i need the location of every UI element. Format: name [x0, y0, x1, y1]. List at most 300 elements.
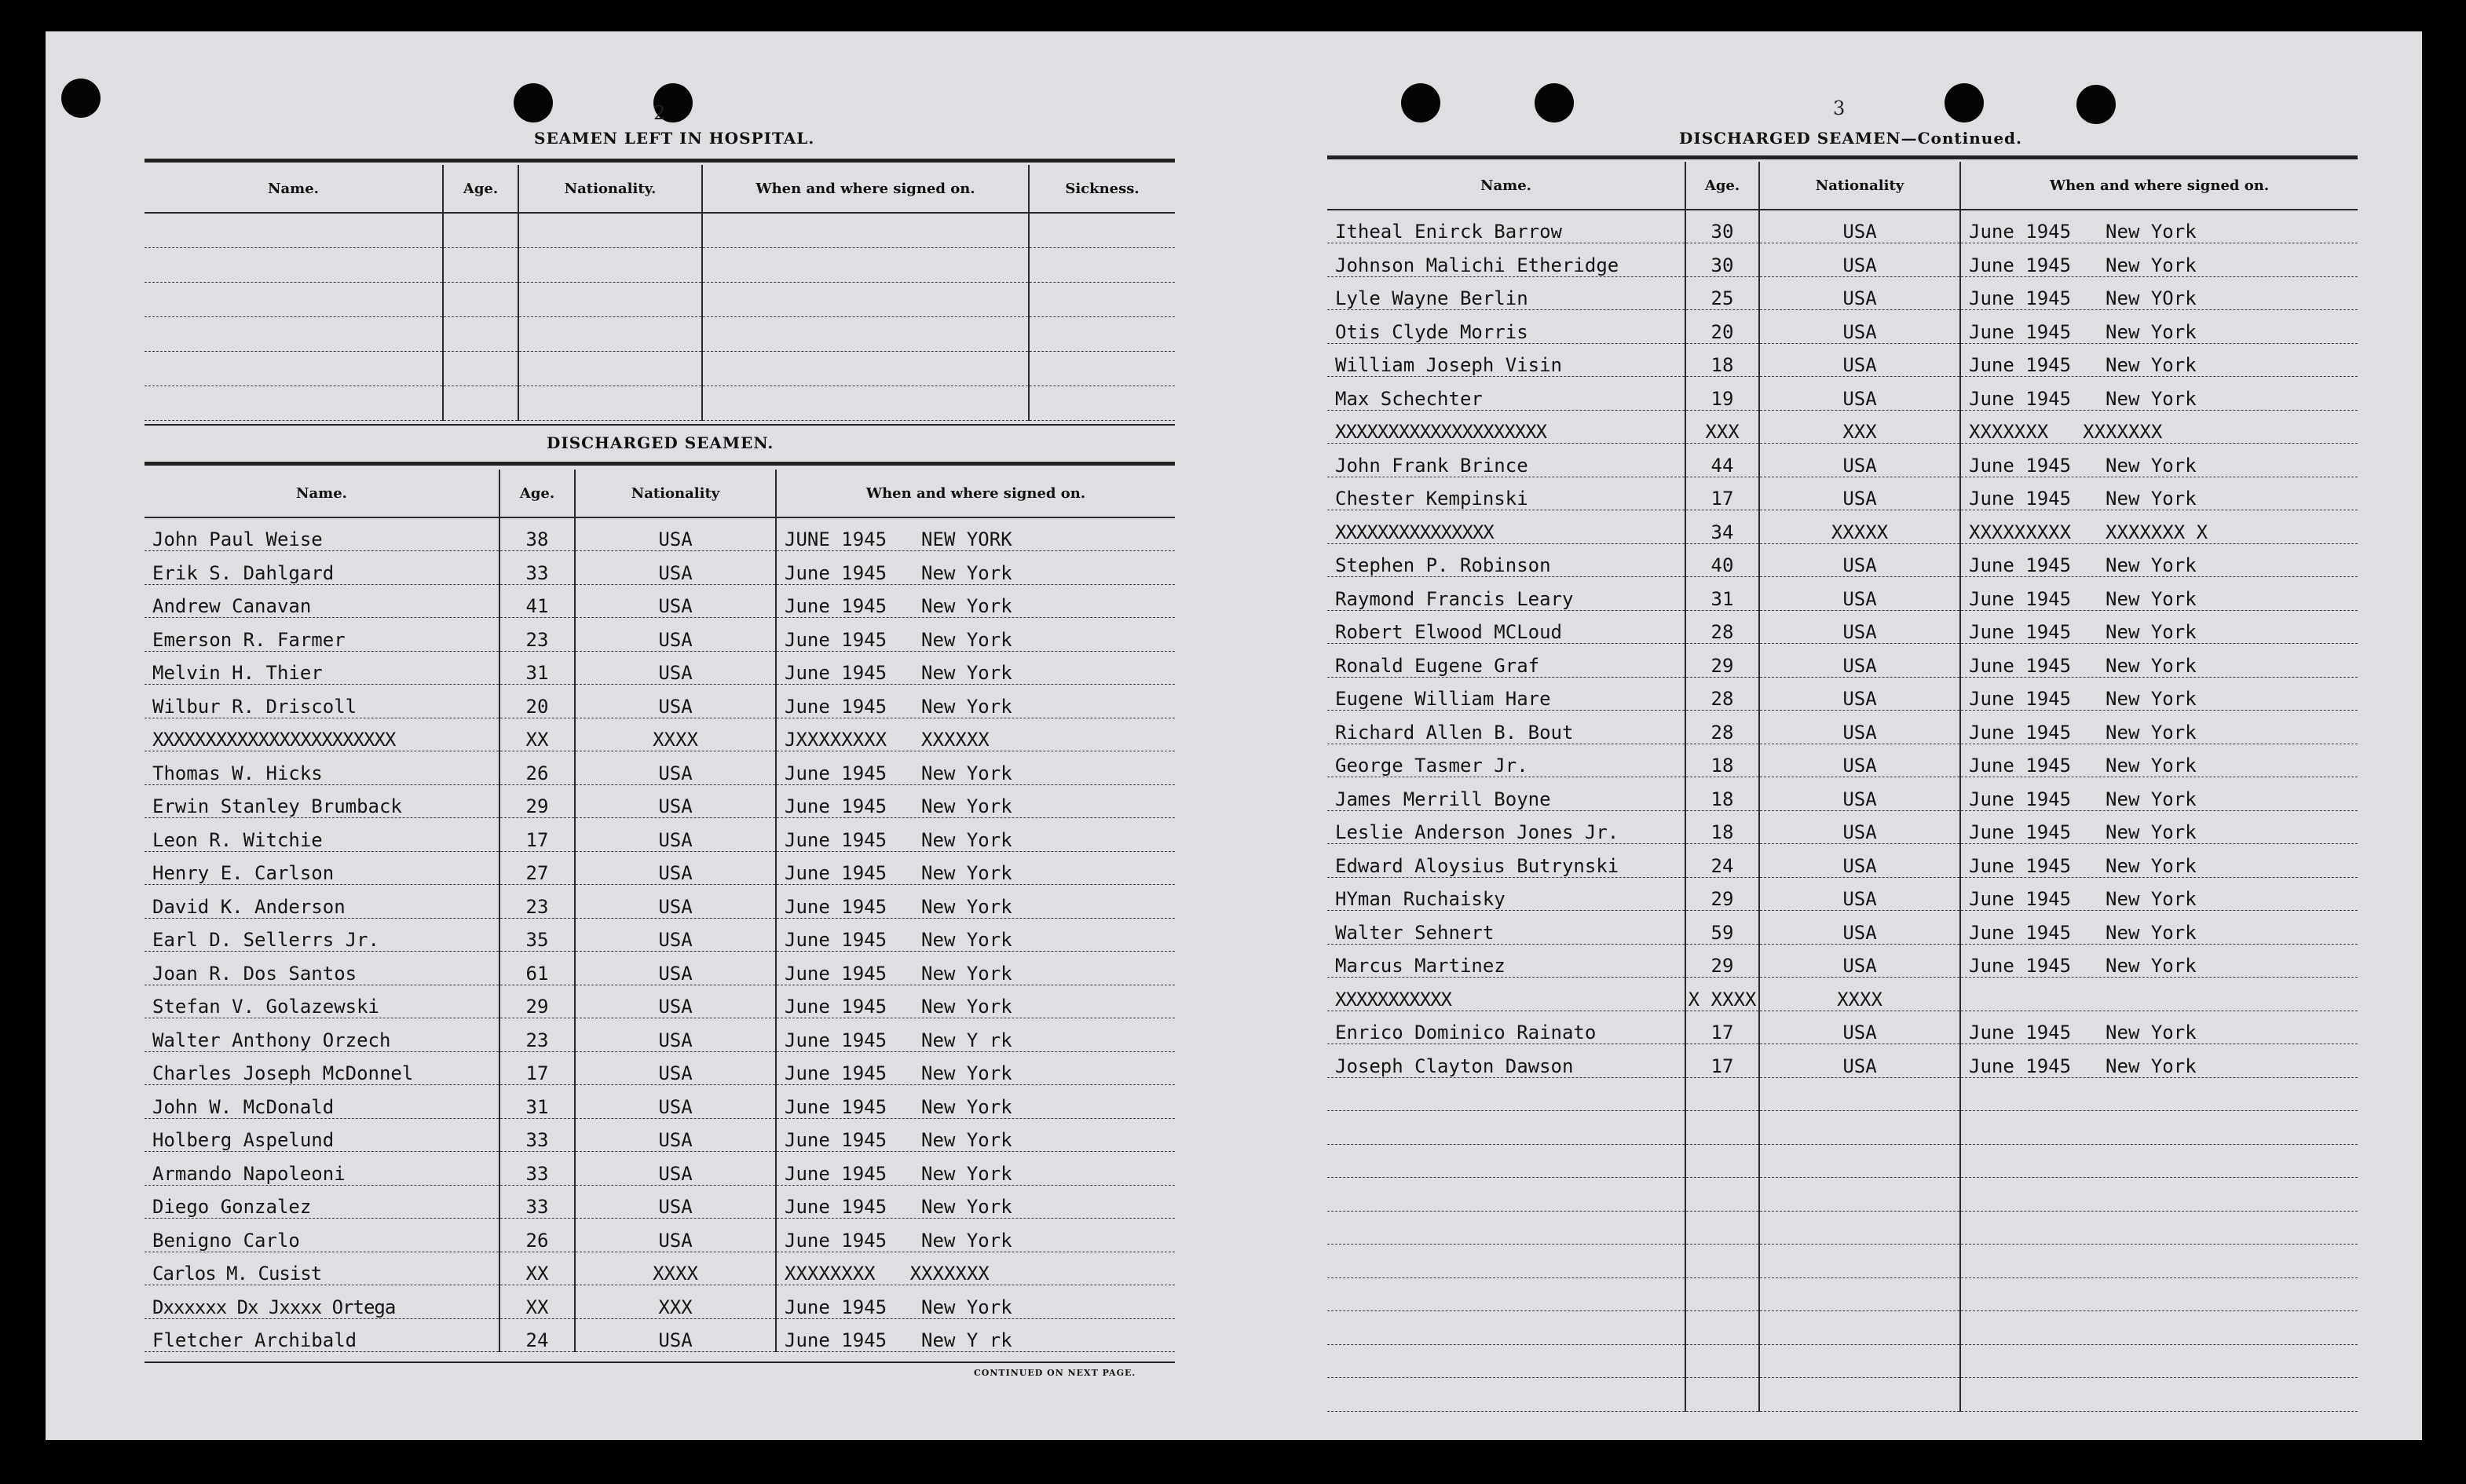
seaman-age: 40	[1685, 543, 1759, 577]
signed-on	[1960, 377, 2358, 411]
signed-on-date: JUNE 1945	[785, 528, 887, 550]
signed-on	[776, 1185, 1175, 1219]
signed-on-date: June 1945	[785, 1196, 887, 1218]
seaman-name: Raymond Francis Leary	[1327, 577, 1685, 611]
discharged-table-left	[145, 470, 1175, 1352]
signed-on-place: XXXXXXX	[909, 1263, 990, 1285]
seaman-name: Enrico Dominico Rainato	[1327, 1011, 1685, 1044]
seaman-nationality	[1759, 1111, 1960, 1145]
seaman-name	[1327, 1277, 1685, 1311]
signed-on-place: New York	[921, 1062, 1012, 1084]
seaman-age: 59	[1685, 911, 1759, 945]
signed-on	[776, 1085, 1175, 1119]
seaman-nationality: USA	[1759, 343, 1960, 377]
seaman-age: 29	[1685, 644, 1759, 678]
table-row	[1327, 377, 2358, 411]
seaman-age: X XXXX	[1685, 978, 1759, 1011]
seaman-nationality: USA	[575, 685, 776, 718]
seaman-name: Andrew Canavan	[145, 584, 499, 618]
seaman-nationality: USA	[1759, 777, 1960, 811]
signed-on-place: New York	[921, 962, 1012, 985]
signed-on	[1960, 543, 2358, 577]
seaman-nationality: USA	[575, 751, 776, 785]
signed-on	[776, 618, 1175, 652]
table-row	[1327, 944, 2358, 978]
seaman-nationality: XXXXX	[1759, 510, 1960, 544]
seaman-age: 20	[1685, 310, 1759, 344]
column-header: Nationality	[1759, 162, 1960, 210]
signed-on	[1960, 844, 2358, 878]
page-number-left: 2	[653, 102, 666, 124]
seaman-nationality	[1759, 1344, 1960, 1378]
table-row	[145, 685, 1175, 718]
signed-on-place: New York	[2106, 354, 2197, 376]
seaman-age: 20	[499, 685, 575, 718]
signed-on	[1960, 810, 2358, 844]
seaman-name: Joan R. Dos Santos	[145, 952, 499, 985]
signed-on-place: XXXXXX	[921, 729, 990, 751]
seaman-age: 35	[499, 918, 575, 952]
table-row	[1327, 1011, 2358, 1044]
signed-on	[1960, 1111, 2358, 1145]
seaman-age: 29	[1685, 944, 1759, 978]
table-row	[145, 985, 1175, 1018]
signed-on-place: New York	[921, 862, 1012, 884]
seaman-name: Edward Aloysius Butrynski	[1327, 844, 1685, 878]
signed-on	[776, 885, 1175, 919]
seaman-nationality: USA	[575, 1118, 776, 1152]
signed-on-date: June 1945	[785, 1029, 887, 1051]
signed-on	[1960, 1311, 2358, 1345]
seaman-name: James Merrill Boyne	[1327, 777, 1685, 811]
seaman-name: Itheal Enirck Barrow	[1327, 210, 1685, 243]
signed-on	[1960, 343, 2358, 377]
blank-cell	[1029, 316, 1175, 351]
blank-cell	[145, 282, 443, 316]
seaman-nationality: USA	[1759, 1044, 1960, 1078]
table-row	[1327, 1111, 2358, 1145]
table-row	[1327, 877, 2358, 911]
table-row	[1327, 410, 2358, 444]
document-scan	[46, 31, 2422, 1440]
seaman-nationality: USA	[1759, 243, 1960, 277]
seaman-name: George Tasmer Jr.	[1327, 744, 1685, 777]
blank-cell	[518, 351, 702, 386]
signed-on-date: June 1945	[1969, 921, 2072, 944]
table-row	[1327, 210, 2358, 243]
table-row	[145, 1285, 1175, 1319]
signed-on-date: June 1945	[1969, 1022, 2072, 1044]
seaman-age: 25	[1685, 276, 1759, 310]
signed-on	[776, 718, 1175, 751]
seaman-age: 33	[499, 551, 575, 585]
signed-on-place: New York	[921, 1129, 1012, 1151]
table-row	[1327, 477, 2358, 510]
seaman-name: XXXXXXXXXXXXXXX	[1327, 510, 1685, 544]
seaman-nationality: USA	[575, 1318, 776, 1352]
discharged-section-title: DISCHARGED SEAMEN.	[547, 433, 774, 452]
blank-cell	[518, 316, 702, 351]
signed-on	[776, 1152, 1175, 1186]
discharged-header-row	[145, 470, 1175, 517]
blank-cell	[518, 386, 702, 420]
seaman-nationality: USA	[575, 952, 776, 985]
blank-cell	[518, 213, 702, 247]
seaman-nationality: USA	[575, 618, 776, 652]
blank-row	[145, 282, 1175, 316]
table-row	[1327, 610, 2358, 644]
column-header: When and where signed on.	[776, 470, 1175, 517]
signed-on	[1960, 310, 2358, 344]
seaman-nationality: USA	[1759, 610, 1960, 644]
blank-cell	[702, 282, 1029, 316]
signed-on-date: June 1945	[785, 795, 887, 817]
seaman-name: Thomas W. Hicks	[145, 751, 499, 785]
table-row	[1327, 1344, 2358, 1378]
signed-on-date: June 1945	[1969, 554, 2072, 576]
table-row	[145, 1252, 1175, 1285]
seaman-name: XXXXXXXXXXXXXXXXXXXX	[1327, 410, 1685, 444]
seaman-age: 33	[499, 1152, 575, 1186]
blank-cell	[443, 213, 518, 247]
seaman-age: XXX	[1685, 410, 1759, 444]
signed-on	[1960, 1378, 2358, 1412]
signed-on-place: New York	[921, 1296, 1012, 1318]
table-row	[1327, 1277, 2358, 1311]
seaman-age: XX	[499, 1252, 575, 1285]
seaman-name: HYman Ruchaisky	[1327, 877, 1685, 911]
signed-on-place: New York	[921, 1162, 1012, 1185]
signed-on	[1960, 276, 2358, 310]
signed-on-place: New York	[921, 561, 1012, 584]
signed-on	[1960, 1245, 2358, 1278]
seaman-name	[1327, 1311, 1685, 1345]
signed-on-place: New York	[2106, 221, 2197, 243]
signed-on	[1960, 210, 2358, 243]
blank-cell	[702, 213, 1029, 247]
seaman-age: 18	[1685, 810, 1759, 844]
signed-on-place: New York	[2106, 921, 2197, 944]
table-row	[145, 1051, 1175, 1085]
seaman-nationality: USA	[575, 818, 776, 852]
table-row	[145, 1152, 1175, 1186]
signed-on-date: June 1945	[785, 762, 887, 784]
seaman-age: 44	[1685, 444, 1759, 477]
table-row	[1327, 276, 2358, 310]
column-header: When and where signed on.	[702, 165, 1029, 213]
signed-on-place: New York	[2106, 821, 2197, 843]
column-header: Age.	[1685, 162, 1759, 210]
blank-cell	[1029, 386, 1175, 420]
signed-on	[776, 751, 1175, 785]
seaman-age	[1685, 1077, 1759, 1111]
table-row	[145, 784, 1175, 818]
punch-hole	[514, 83, 553, 122]
signed-on-place: New York	[921, 795, 1012, 817]
seaman-name	[1327, 1111, 1685, 1145]
signed-on-date: June 1945	[1969, 888, 2072, 910]
seaman-name: Henry E. Carlson	[145, 851, 499, 885]
table-row	[1327, 1178, 2358, 1212]
seaman-name: Charles Joseph McDonnel	[145, 1051, 499, 1085]
blank-cell	[145, 316, 443, 351]
table-row	[1327, 1311, 2358, 1345]
seaman-name: Marcus Martinez	[1327, 944, 1685, 978]
seaman-age: 18	[1685, 343, 1759, 377]
signed-on-date: June 1945	[785, 1095, 887, 1118]
seaman-name: Erwin Stanley Brumback	[145, 784, 499, 818]
seaman-age: 17	[499, 818, 575, 852]
seaman-name: Ronald Eugene Graf	[1327, 644, 1685, 678]
column-header: Name.	[1327, 162, 1685, 210]
seaman-age	[1685, 1311, 1759, 1345]
punch-hole	[61, 79, 101, 118]
seaman-nationality	[1759, 1211, 1960, 1245]
seaman-age: 31	[499, 1085, 575, 1119]
signed-on-date: June 1945	[1969, 488, 2072, 510]
table-row	[145, 1018, 1175, 1052]
seaman-age: 27	[499, 851, 575, 885]
signed-on-place: New York	[921, 1095, 1012, 1118]
seaman-age: 26	[499, 1219, 575, 1252]
signed-on	[1960, 410, 2358, 444]
signed-on-place: NEW YORK	[921, 528, 1012, 550]
seaman-age: 30	[1685, 210, 1759, 243]
signed-on-place: New York	[2106, 488, 2197, 510]
signed-on-date: June 1945	[1969, 320, 2072, 343]
seaman-nationality: USA	[1759, 744, 1960, 777]
signed-on-date: June 1945	[785, 962, 887, 985]
blank-cell	[145, 386, 443, 420]
seaman-name	[1327, 1077, 1685, 1111]
seaman-age: 30	[1685, 243, 1759, 277]
signed-on-date: June 1945	[1969, 654, 2072, 677]
signed-on-place: New York	[2106, 254, 2197, 276]
blank-cell	[1029, 351, 1175, 386]
rule	[145, 159, 1175, 163]
seaman-nationality	[1759, 1311, 1960, 1345]
signed-on	[776, 1252, 1175, 1285]
signed-on-place: New York	[2106, 320, 2197, 343]
signed-on	[776, 651, 1175, 685]
discharged-continued-title: DISCHARGED SEAMEN—Continued.	[1679, 129, 2022, 148]
table-row	[1327, 1044, 2358, 1078]
signed-on-place: New York	[2106, 755, 2197, 777]
blank-cell	[1029, 282, 1175, 316]
column-header: Age.	[443, 165, 518, 213]
seaman-age: 61	[499, 952, 575, 985]
seaman-nationality: USA	[575, 1219, 776, 1252]
seaman-age: XX	[499, 1285, 575, 1319]
seaman-nationality	[1759, 1245, 1960, 1278]
seaman-name: John W. McDonald	[145, 1085, 499, 1119]
seaman-name: Armando Napoleoni	[145, 1152, 499, 1186]
blank-cell	[145, 213, 443, 247]
signed-on	[1960, 243, 2358, 277]
rule	[145, 1362, 1175, 1363]
blank-cell	[145, 247, 443, 282]
table-row	[1327, 644, 2358, 678]
blank-cell	[702, 351, 1029, 386]
seaman-nationality: USA	[1759, 577, 1960, 611]
signed-on-place: New York	[2106, 955, 2197, 977]
signed-on	[1960, 1211, 2358, 1245]
seaman-name: Holberg Aspelund	[145, 1118, 499, 1152]
seaman-nationality: USA	[1759, 543, 1960, 577]
seaman-age: 17	[1685, 1011, 1759, 1044]
seaman-age	[1685, 1144, 1759, 1178]
seaman-nationality: USA	[575, 1085, 776, 1119]
signed-on	[776, 784, 1175, 818]
seaman-nationality: XXX	[575, 1285, 776, 1319]
seaman-age: 33	[499, 1185, 575, 1219]
seaman-age: 28	[1685, 711, 1759, 744]
signed-on-place: New York	[921, 662, 1012, 684]
seaman-nationality: USA	[575, 1051, 776, 1085]
signed-on	[1960, 744, 2358, 777]
seaman-age: XX	[499, 718, 575, 751]
signed-on	[1960, 911, 2358, 945]
seaman-nationality: USA	[1759, 911, 1960, 945]
table-row	[1327, 510, 2358, 544]
signed-on	[776, 584, 1175, 618]
seaman-nationality: USA	[1759, 477, 1960, 510]
signed-on-date: June 1945	[785, 628, 887, 651]
signed-on-date: June 1945	[1969, 621, 2072, 643]
signed-on-date: June 1945	[785, 662, 887, 684]
column-header: Name.	[145, 470, 499, 517]
seaman-age	[1685, 1344, 1759, 1378]
seaman-nationality: USA	[575, 551, 776, 585]
hospital-header-row	[145, 165, 1175, 213]
seaman-age: 18	[1685, 777, 1759, 811]
signed-on-date: June 1945	[1969, 387, 2072, 410]
signed-on-date: June 1945	[1969, 854, 2072, 877]
blank-cell	[1029, 247, 1175, 282]
seaman-name: XXXXXXXXXXX	[1327, 978, 1685, 1011]
seaman-age: 29	[499, 784, 575, 818]
table-row	[1327, 1378, 2358, 1412]
seaman-name: Benigno Carlo	[145, 1219, 499, 1252]
rule	[1327, 155, 2358, 159]
seaman-name	[1327, 1211, 1685, 1245]
table-row	[1327, 543, 2358, 577]
seaman-name: Walter Anthony Orzech	[145, 1018, 499, 1052]
signed-on	[1960, 1077, 2358, 1111]
table-row	[1327, 1144, 2358, 1178]
seaman-nationality: USA	[575, 517, 776, 551]
blank-cell	[443, 316, 518, 351]
table-row	[145, 751, 1175, 785]
seaman-name: John Frank Brince	[1327, 444, 1685, 477]
table-row	[145, 1185, 1175, 1219]
signed-on-place: New York	[2106, 721, 2197, 744]
signed-on-place: New York	[2106, 788, 2197, 810]
seaman-age: 29	[499, 985, 575, 1018]
table-row	[145, 918, 1175, 952]
blank-cell	[443, 351, 518, 386]
table-row	[145, 551, 1175, 585]
seaman-age: 31	[1685, 577, 1759, 611]
signed-on-date: June 1945	[785, 996, 887, 1018]
signed-on	[776, 985, 1175, 1018]
seaman-name: Leon R. Witchie	[145, 818, 499, 852]
table-row	[1327, 1245, 2358, 1278]
signed-on-place: New York	[921, 595, 1012, 617]
signed-on-date: June 1945	[1969, 354, 2072, 376]
signed-on-place: New York	[2106, 554, 2197, 576]
seaman-age: 33	[499, 1118, 575, 1152]
seaman-nationality: USA	[575, 851, 776, 885]
seaman-age: 26	[499, 751, 575, 785]
signed-on-place: New York	[2106, 1022, 2197, 1044]
signed-on	[776, 1118, 1175, 1152]
table-row	[145, 517, 1175, 551]
seaman-nationality: USA	[1759, 276, 1960, 310]
signed-on-place: New York	[2106, 654, 2197, 677]
column-header: Sickness.	[1029, 165, 1175, 213]
signed-on-place: New York	[2106, 587, 2197, 610]
signed-on-date: June 1945	[785, 595, 887, 617]
signed-on-date: June 1945	[1969, 821, 2072, 843]
signed-on	[1960, 610, 2358, 644]
signed-on-date: June 1945	[785, 1062, 887, 1084]
seaman-age: 34	[1685, 510, 1759, 544]
signed-on-place: New York	[2106, 854, 2197, 877]
signed-on	[1960, 1011, 2358, 1044]
table-row	[1327, 310, 2358, 344]
signed-on-date: June 1945	[785, 1129, 887, 1151]
seaman-age: 41	[499, 584, 575, 618]
signed-on	[1960, 644, 2358, 678]
signed-on-date: June 1945	[785, 828, 887, 851]
signed-on-place: New York	[921, 628, 1012, 651]
signed-on-date: June 1945	[1969, 221, 2072, 243]
signed-on	[1960, 1344, 2358, 1378]
blank-cell	[443, 386, 518, 420]
signed-on-date: JXXXXXXXX	[785, 729, 887, 751]
punch-hole	[1945, 83, 1984, 122]
seaman-age: 17	[1685, 1044, 1759, 1078]
hospital-section-title: SEAMEN LEFT IN HOSPITAL.	[534, 129, 815, 148]
signed-on	[1960, 1044, 2358, 1078]
signed-on-date: XXXXXXXXX	[1969, 521, 2072, 543]
seaman-nationality: USA	[575, 1152, 776, 1186]
seaman-age: 23	[499, 1018, 575, 1052]
seaman-nationality: USA	[1759, 877, 1960, 911]
table-row	[1327, 677, 2358, 711]
seaman-name: XXXXXXXXXXXXXXXXXXXXXXX	[145, 718, 499, 751]
signed-on-place: XXXXXXX X	[2106, 521, 2208, 543]
signed-on	[776, 851, 1175, 885]
blank-cell	[518, 247, 702, 282]
seaman-nationality: XXXX	[575, 1252, 776, 1285]
seaman-age: 18	[1685, 744, 1759, 777]
table-row	[1327, 243, 2358, 277]
signed-on	[776, 685, 1175, 718]
seaman-name: Stephen P. Robinson	[1327, 543, 1685, 577]
signed-on-place: New YOrk	[2106, 287, 2197, 309]
seaman-nationality: USA	[575, 1018, 776, 1052]
signed-on	[776, 1318, 1175, 1352]
signed-on	[1960, 677, 2358, 711]
signed-on-date: XXXXXXXX	[785, 1263, 876, 1285]
signed-on	[776, 918, 1175, 952]
signed-on-place: New York	[921, 762, 1012, 784]
continued-note: CONTINUED ON NEXT PAGE.	[974, 1368, 1136, 1378]
table-row	[1327, 711, 2358, 744]
blank-cell	[702, 316, 1029, 351]
